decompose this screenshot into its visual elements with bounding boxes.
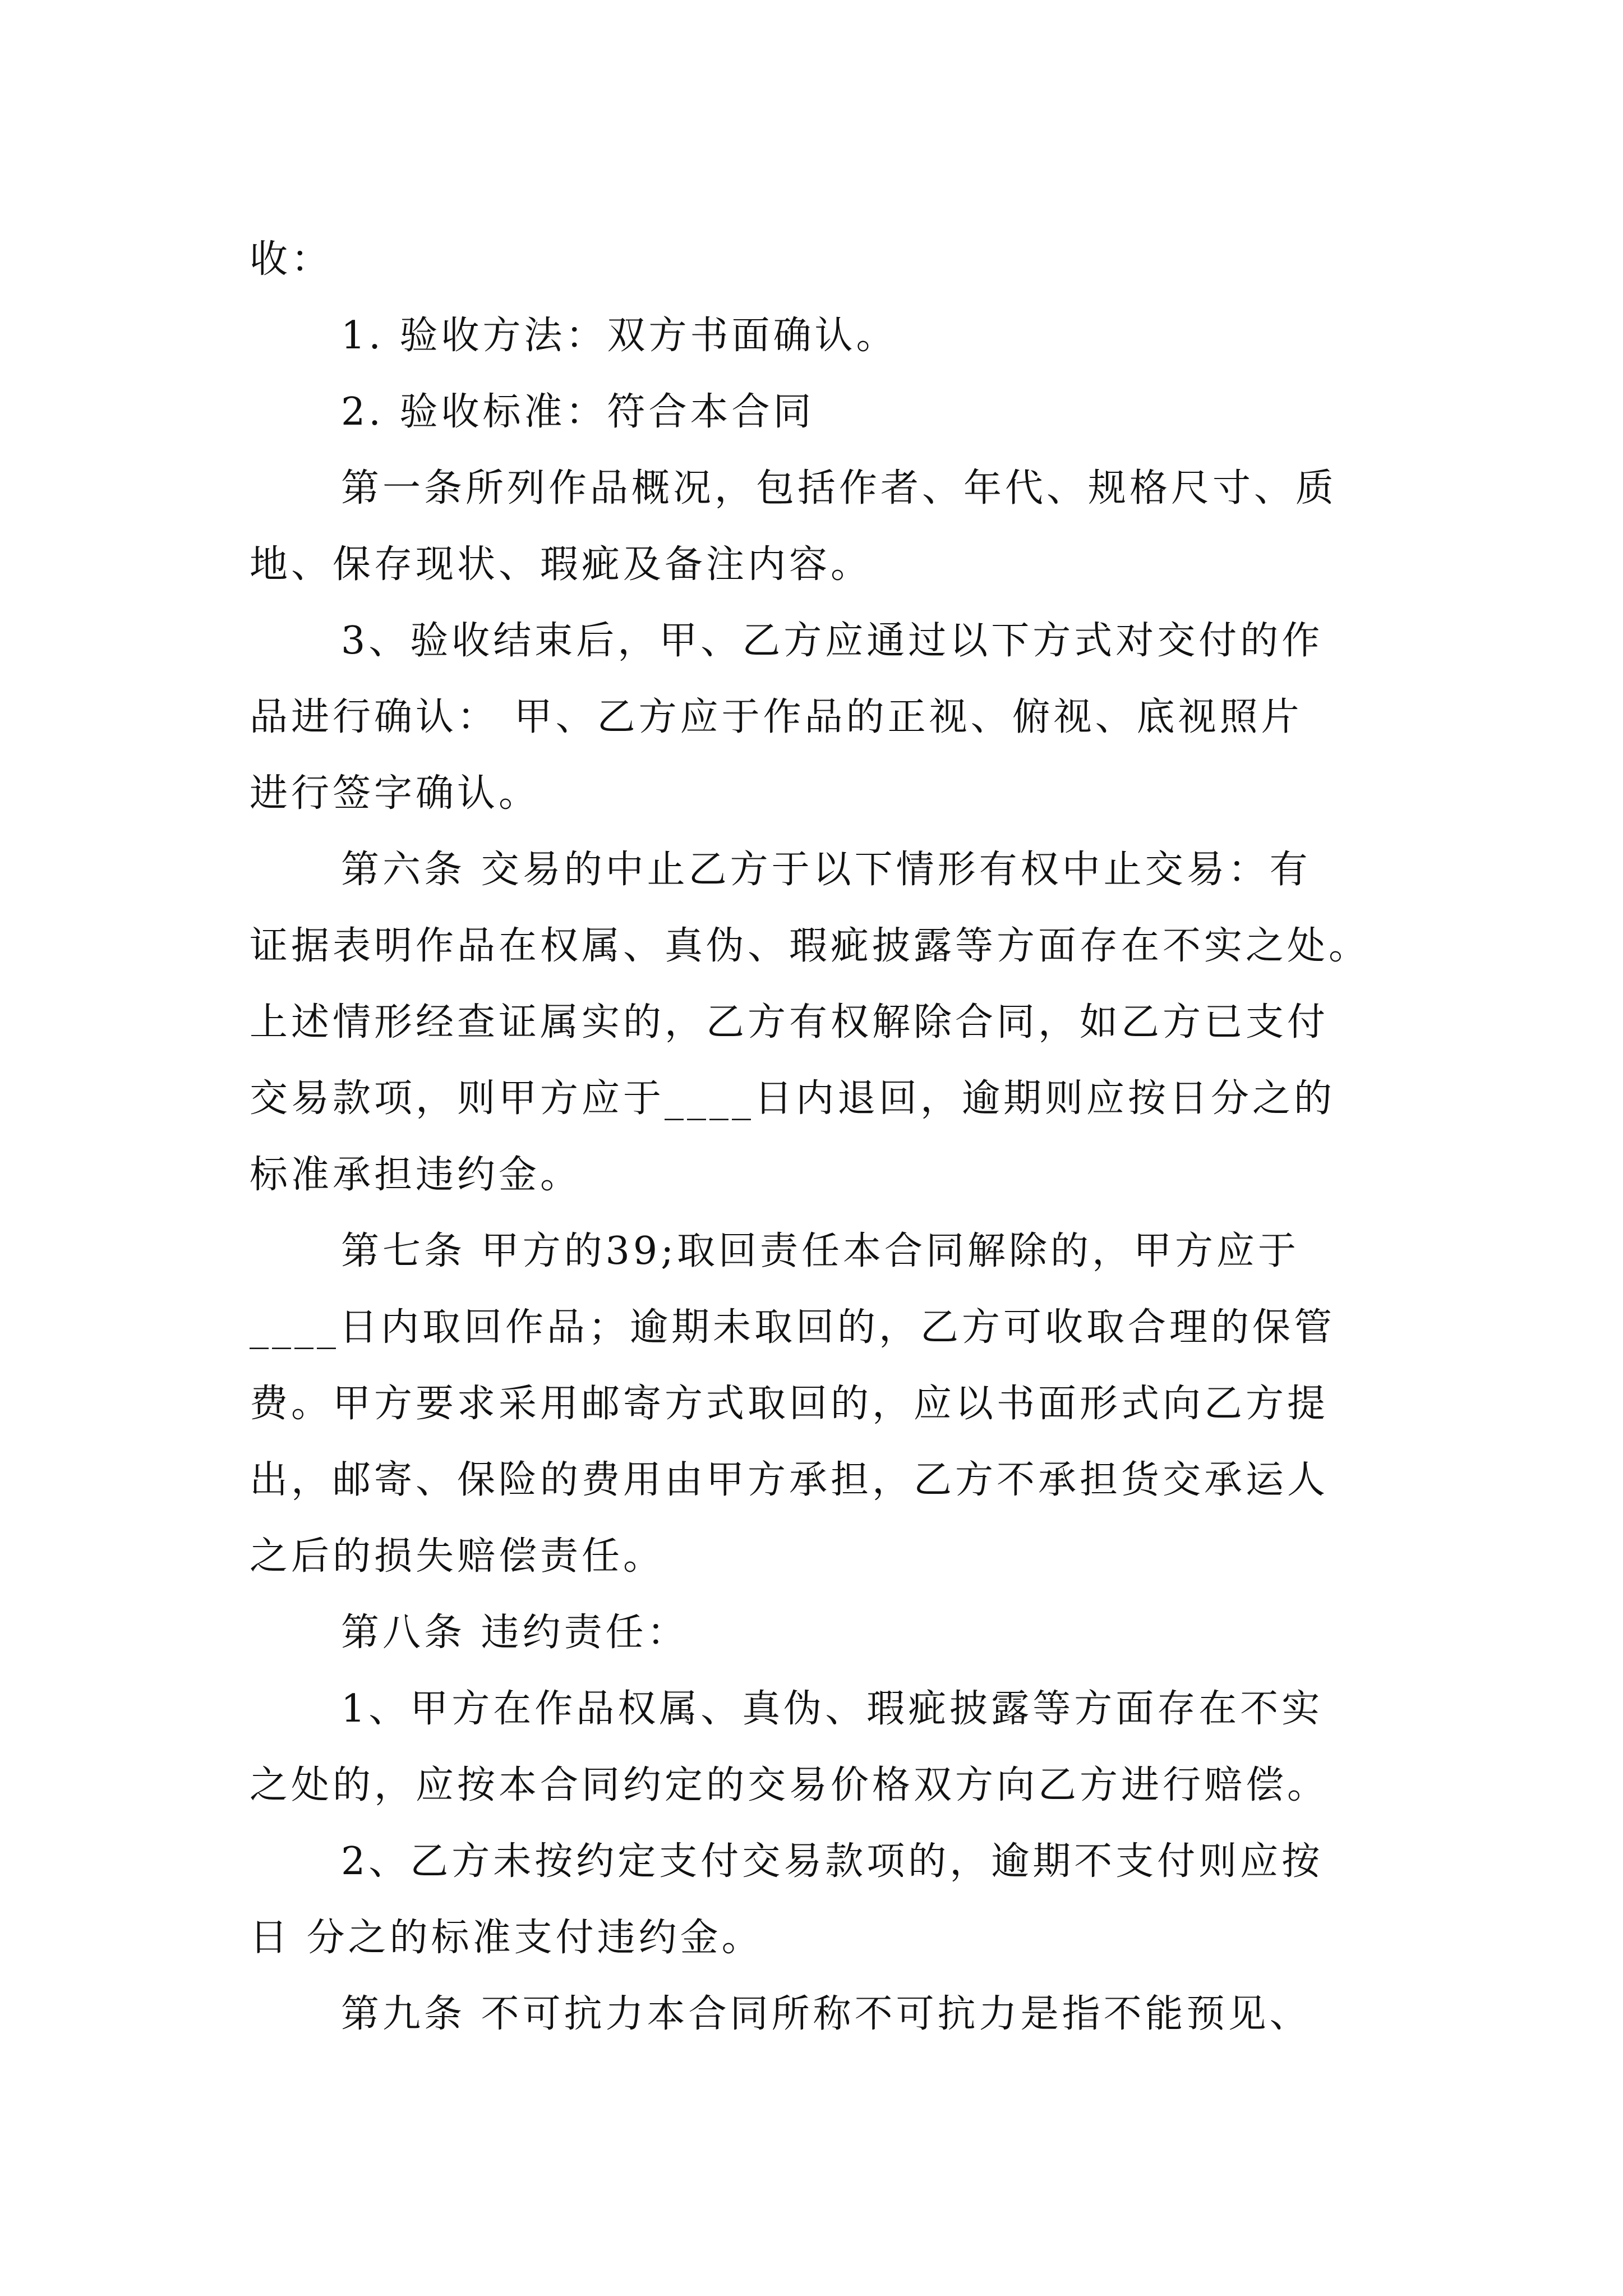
text-line: 地、保存现状、瑕疵及备注内容。	[250, 542, 873, 587]
text-line: 第七条 甲方的39;取回责任本合同解除的，甲方应于	[341, 1229, 1300, 1273]
text-line: 1. 验收方法：双方书面确认。	[341, 314, 898, 358]
text-line: 日 分之的标准支付违约金。	[250, 1916, 763, 1960]
text-line: 进行签字确认。	[250, 771, 541, 816]
text-line: 之处的，应按本合同约定的交易价格双方向乙方进行赔偿。	[250, 1763, 1329, 1807]
text-line: ____日内取回作品；逾期未取回的，乙方可收取合理的保管	[250, 1305, 1336, 1350]
contract-text	[250, 222, 1394, 2053]
text-line: 2、乙方未按约定支付交易款项的，逾期不支付则应按	[341, 1839, 1324, 1884]
text-line: 3、验收结束后，甲、乙方应通过以下方式对交付的作	[341, 619, 1324, 663]
text-line: 收：	[250, 237, 333, 282]
text-line: 品进行确认： 甲、乙方应于作品的正视、俯视、底视照片	[250, 695, 1303, 739]
text-line: 第一条所列作品概况，包括作者、年代、规格尺寸、质	[341, 466, 1338, 510]
text-line: 交易款项，则甲方应于____日内退回，逾期则应按日分之的	[250, 1076, 1336, 1121]
text-line: 第六条 交易的中止乙方于以下情形有权中止交易：有	[341, 848, 1311, 892]
text-line: 标准承担违约金。	[250, 1153, 582, 1197]
text-line: 之后的损失赔偿责任。	[250, 1534, 665, 1579]
text-line: 出，邮寄、保险的费用由甲方承担，乙方不承担货交承运人	[250, 1458, 1329, 1502]
text-line: 1、甲方在作品权属、真伪、瑕疵披露等方面存在不实	[341, 1687, 1324, 1731]
text-line: 证据表明作品在权属、真伪、瑕疵披露等方面存在不实之处。	[250, 924, 1371, 968]
text-line: 第八条 违约责任：	[341, 1611, 689, 1655]
text-line: 2. 验收标准：符合本合同	[341, 390, 815, 434]
text-line: 第九条 不可抗力本合同所称不可抗力是指不能预见、	[341, 1992, 1311, 2036]
text-line: 费。甲方要求采用邮寄方式取回的，应以书面形式向乙方提	[250, 1382, 1329, 1426]
text-line: 上述情形经查证属实的，乙方有权解除合同，如乙方已支付	[250, 1000, 1329, 1045]
